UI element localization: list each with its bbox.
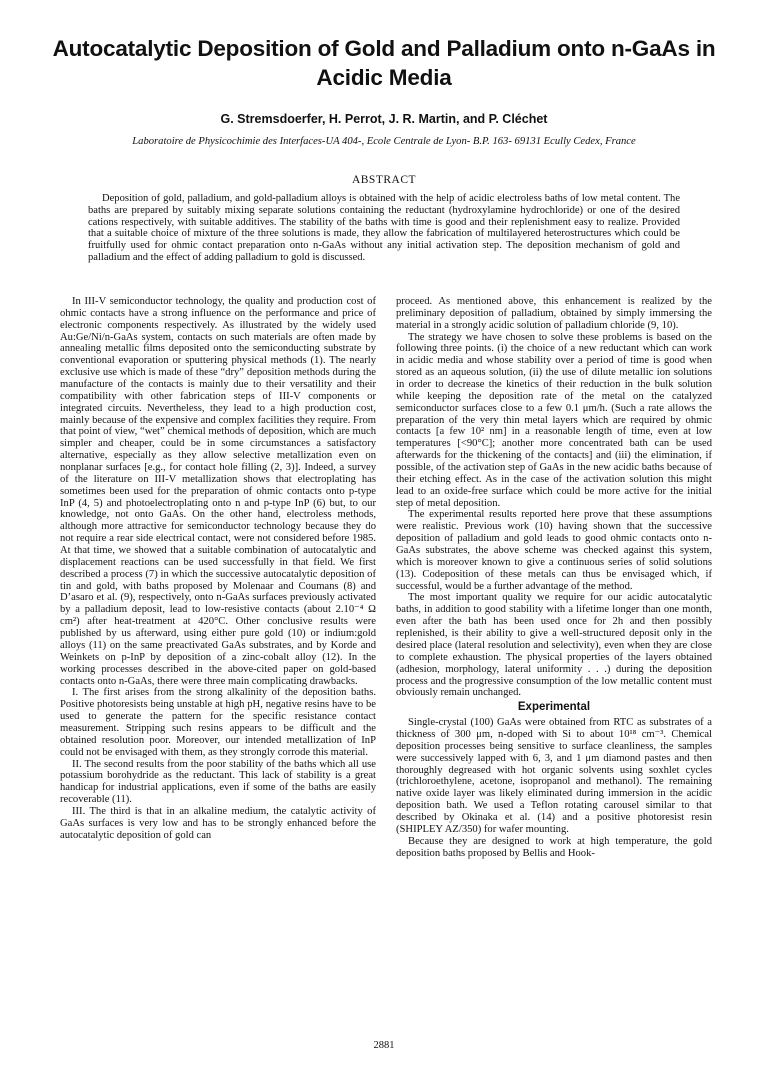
body-paragraph: I. The first arises from the strong alkalinity of the deposition baths. Positive photoresists being unstable at high pH, negative resins have to be used to generate the pattern for the specific resistance contact measurement. Stripping such resins appears to be difficult and the obtained resolution poor. Moreover, our intended metallization of InP could not be envisaged with them, as they strongly corrode this material. bbox=[60, 687, 376, 758]
abstract-heading: ABSTRACT bbox=[351, 174, 417, 186]
body-paragraph: In III-V semiconductor technology, the quality and production cost of ohmic contacts have a strong influence on the performance and price of electronic components respectively. As illustrated by the widely used Au:Ge/Ni/n-GaAs system, contacts on such materials are often made by annealing metallic films deposited onto the semiconducting substrate by conventional evaporation or sputtering physical methods (1). The nearly exclusive use which is made of these “dry” deposition methods during the manufacture of the contacts is mainly due to their versatility and their compatibility with other fabrication steps of III-V components or integrated circuits. Nevertheless, they lead to a high production cost, mainly because of the expensive and complex facilities they require. From that point of view, “wet” chemical methods of deposition, which are much simpler and cheaper, could be in some circumstances a satisfactory alternative, especially as they allow selective metallization even on nonplanar surfaces [e.g., for contact hole filling (2, 3)]. Indeed, a survey of the literature on III-V metallization shows that electroplating has sometimes been used for the preparation of ohmic contacts onto p-type InP (4, 5) and photoelectroplating onto n and p-type InP (6) but, to our knowledge, not onto GaAs. On the other hand, electroless methods, although more attractive for semiconductor technology because they do not require a rear side electrical contact, were not considered before 1985. At that time, we showed that a suitable combination of autocatalytic and displacement reactions can be used successfully in that field. We first described a process (7) in which the successive autocatalytic deposition of tin and gold, with baths proposed by Molenaar and Coumans (8) and D’asaro et al. (9), respectively, onto n-GaAs surfaces previously activated by a palladium deposit, lead to low-resistive contacts (about 2.10⁻⁴ Ω cm²) after heat-treatment at 420°C. Other conclusive results were published by us afterward, using either pure gold (10) or indium:gold alloys (11) on the same preactivated GaAs substrates, and by Korde and Weinkets on p-InP by deposition of a zinc-cobalt alloy (12). In the working processes described in the above-cited paper on gold-based contacts onto n-GaAs, there were three main complicating drawbacks. bbox=[60, 296, 376, 687]
right-column bbox=[396, 296, 712, 859]
section-heading-experimental: Experimental bbox=[517, 701, 591, 714]
paper-title: Autocatalytic Deposition of Gold and Palladium onto n-GaAs in Acidic Media bbox=[52, 36, 716, 90]
abstract-text: Deposition of gold, palladium, and gold-palladium alloys is obtained with the help of acidic electroless baths of low metal content. The baths are prepared by suitably mixing separate solutions containing the reductant (hydroxylamine hydrochloride) or one of the desired cations respectively, with suitable additives. The stability of the baths with time is good and their replenishment easy to realize. Provided that a suitable choice of mixture of the three solutions is made, they allow the fabrication of multilayered heterostructures which could be fruitfully used for ohmic contact preparation onto n-GaAs without any initial activation step. The deposition mechanism of gold and palladium and the effect of adding palladium to gold is discussed. bbox=[88, 193, 680, 263]
author-list: G. Stremsdoerfer, H. Perrot, J. R. Martin, and P. Cléchet bbox=[220, 112, 548, 126]
affiliation: Laboratoire de Physicochimie des Interfaces-UA 404-, Ecole Centrale de Lyon- B.P. 163- 69131 Ecully Cedex, France bbox=[132, 136, 636, 147]
body-paragraph: The experimental results reported here prove that these assumptions were realistic. Previous work (10) having shown that the successive deposition of palladium and gold leads to good ohmic contacts onto n-GaAs substrates, the above scheme was checked against this system, which is moreover known to give a continuous series of solid solutions (13). Codeposition of these metals can thus be envisaged which, if successful, would be a further advantage of the method. bbox=[396, 509, 712, 592]
body-paragraph: Single-crystal (100) GaAs were obtained from RTC as substrates of a thickness of 300 μm, n-doped with Si to about 10¹⁸ cm⁻³. Chemical deposition processes being sensitive to surface cleanliness, the samples were successively lapped with 6, 3, and 1 μm diamond pastes and then thoroughly degreased with hot organic solvents using soxhlet cycles (trichloroethylene, acetone, isopropanol and methanol). The remaining native oxide layer was likely eliminated during immersion in the acidic deposition bath. We used a Teflon rotating carousel similar to that described by Okinaka et al. (14) and a positive photoresist resin (SHIPLEY AZ/350) for wafer mounting. bbox=[396, 717, 712, 835]
body-paragraph: II. The second results from the poor stability of the baths which all use potassium borohydride as the reductant. This lack of stability is a great handicap for industrial applications, even if some of the baths are easily recoverable (11). bbox=[60, 758, 376, 806]
page-number: 2881 bbox=[373, 1040, 395, 1051]
body-paragraph: The strategy we have chosen to solve these problems is based on the following three points. (i) the choice of a new reductant which can work in acidic media and whose stability over a period of time is good when stored as an aqueous solution, (ii) the use of dilute metallic ion solutions in order to decrease the kinetics of their reduction in the bulk solution while keeping the deposition rate of the metal on the catalyzed semiconductor surfaces close to a few 0.1 μm/h. (Such a rate allows the preparation of the very thin metal layers which are required by ohmic contacts [a few 10² nm] in a reasonable length of time, even at low temperatures [<90°C]; another more concentrated bath can be used afterwards for the thickening of the contacts] and (iii) the elimination, if possible, of the activation step of GaAs in the new acidic baths because of their etching effect. As in the case of the activation solution this might lead to an oxide-free surface which could be more active for the initial step of metal deposition. bbox=[396, 331, 712, 509]
left-column bbox=[60, 296, 376, 842]
body-paragraph: III. The third is that in an alkaline medium, the catalytic activity of GaAs surfaces is very low and has to be strongly enhanced before the autocatalytic deposition of gold can bbox=[60, 805, 376, 841]
body-paragraph: Because they are designed to work at high temperature, the gold deposition baths proposed by Bellis and Hook- bbox=[396, 835, 712, 859]
body-paragraph: The most important quality we require for our acidic autocatalytic baths, in addition to good stability with a lifetime longer than one month, even after the bath has been used once for 2h and then possibly replenished, is their ability to give a well-structured deposit only in the desired place (lateral resolution and selectivity), even when they are close to complete exhaustion. The physical properties of the layers obtained (adhesion, morphology, lateral uniformity . . .) during the deposition process and the progressive consumption of the low metallic content must obviously remain unchanged. bbox=[396, 592, 712, 699]
body-paragraph: proceed. As mentioned above, this enhancement is realized by the preliminary deposition of palladium, obtained by simply immersing the material in a strongly acidic solution of palladium chloride (9, 10). bbox=[396, 296, 712, 331]
